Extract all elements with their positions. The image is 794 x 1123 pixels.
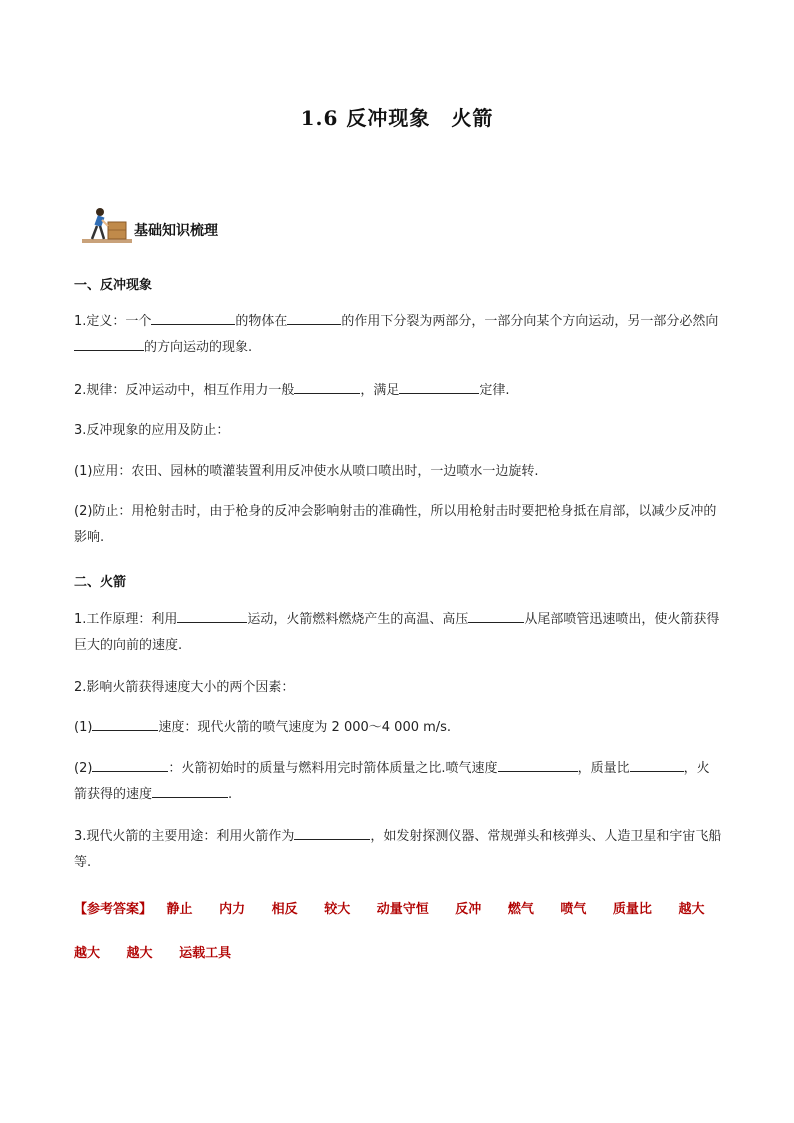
answer-item: 燃气	[507, 902, 534, 917]
section-heading-rocket: 二、火箭	[74, 575, 127, 590]
answer-item: 越大	[678, 902, 705, 917]
blank	[177, 608, 247, 623]
answer-item: 相反	[271, 902, 298, 917]
blank	[92, 757, 168, 772]
answer-item: 静止	[166, 902, 193, 917]
application-title: 3.反冲现象的应用及防止：	[74, 423, 230, 438]
blank	[151, 310, 235, 325]
answer-item: 动量守恒	[376, 902, 429, 917]
reference-answers	[74, 888, 734, 976]
blank	[92, 716, 158, 731]
answer-item: 质量比	[612, 902, 652, 917]
answer-item: 运载工具	[179, 946, 232, 961]
factor-2-paragraph: (2) ：火箭初始时的质量与燃料用完时箭体质量之比.喷气速度 ，质量比 ，火箭获得的速度 .	[74, 756, 722, 808]
rule-paragraph: 2.规律：反冲运动中，相互作用力一般 ，满足 定律.	[74, 378, 722, 404]
blank	[294, 379, 360, 394]
blank	[152, 783, 228, 798]
person-pushing-box-icon	[80, 206, 136, 246]
blank	[468, 608, 524, 623]
blank	[498, 757, 578, 772]
section-badge	[80, 206, 280, 246]
answer-item: 较大	[324, 902, 351, 917]
application-paragraph: (1)应用：农田、园林的喷灌装置利用反冲使水从喷口喷出时，一边喷水一边旋转.	[74, 464, 539, 479]
page-title: 1.6 反冲现象 火箭	[300, 106, 494, 130]
section-heading-recoil: 一、反冲现象	[74, 278, 153, 293]
blank	[287, 310, 341, 325]
answers-label: 【参考答案】	[74, 902, 153, 917]
blank	[74, 336, 144, 351]
factors-title: 2.影响火箭获得速度大小的两个因素：	[74, 680, 295, 695]
blank	[294, 825, 370, 840]
principle-paragraph: 1.工作原理：利用 运动，火箭燃料燃烧产生的高温、高压 从尾部喷管迅速喷出，使火箭获得巨大的向前的速度.	[74, 607, 722, 659]
answer-item: 越大	[74, 946, 101, 961]
definition-paragraph: 1.定义：一个 的物体在 的作用下分裂为两部分，一部分向某个方向运动，另一部分必然向的方向运动的现象.	[74, 309, 722, 361]
answer-item: 越大	[126, 946, 153, 961]
answer-item: 内力	[219, 902, 246, 917]
blank	[399, 379, 479, 394]
answer-item: 反冲	[455, 902, 482, 917]
answer-item: 喷气	[560, 902, 587, 917]
blank	[630, 757, 684, 772]
badge-label: 基础知识梳理	[134, 223, 218, 239]
prevention-paragraph: (2)防止：用枪射击时，由于枪身的反冲会影响射击的准确性，所以用枪射击时要把枪身抵在肩部，以减少反冲的影响.	[74, 504, 717, 545]
usage-paragraph: 3.现代火箭的主要用途：利用火箭作为 ，如发射探测仪器、常规弹头和核弹头、人造卫星和宇宙飞船等.	[74, 824, 722, 876]
factor-1-paragraph: (1) 速度：现代火箭的喷气速度为 2 000～4 000 m/s.	[74, 715, 722, 741]
